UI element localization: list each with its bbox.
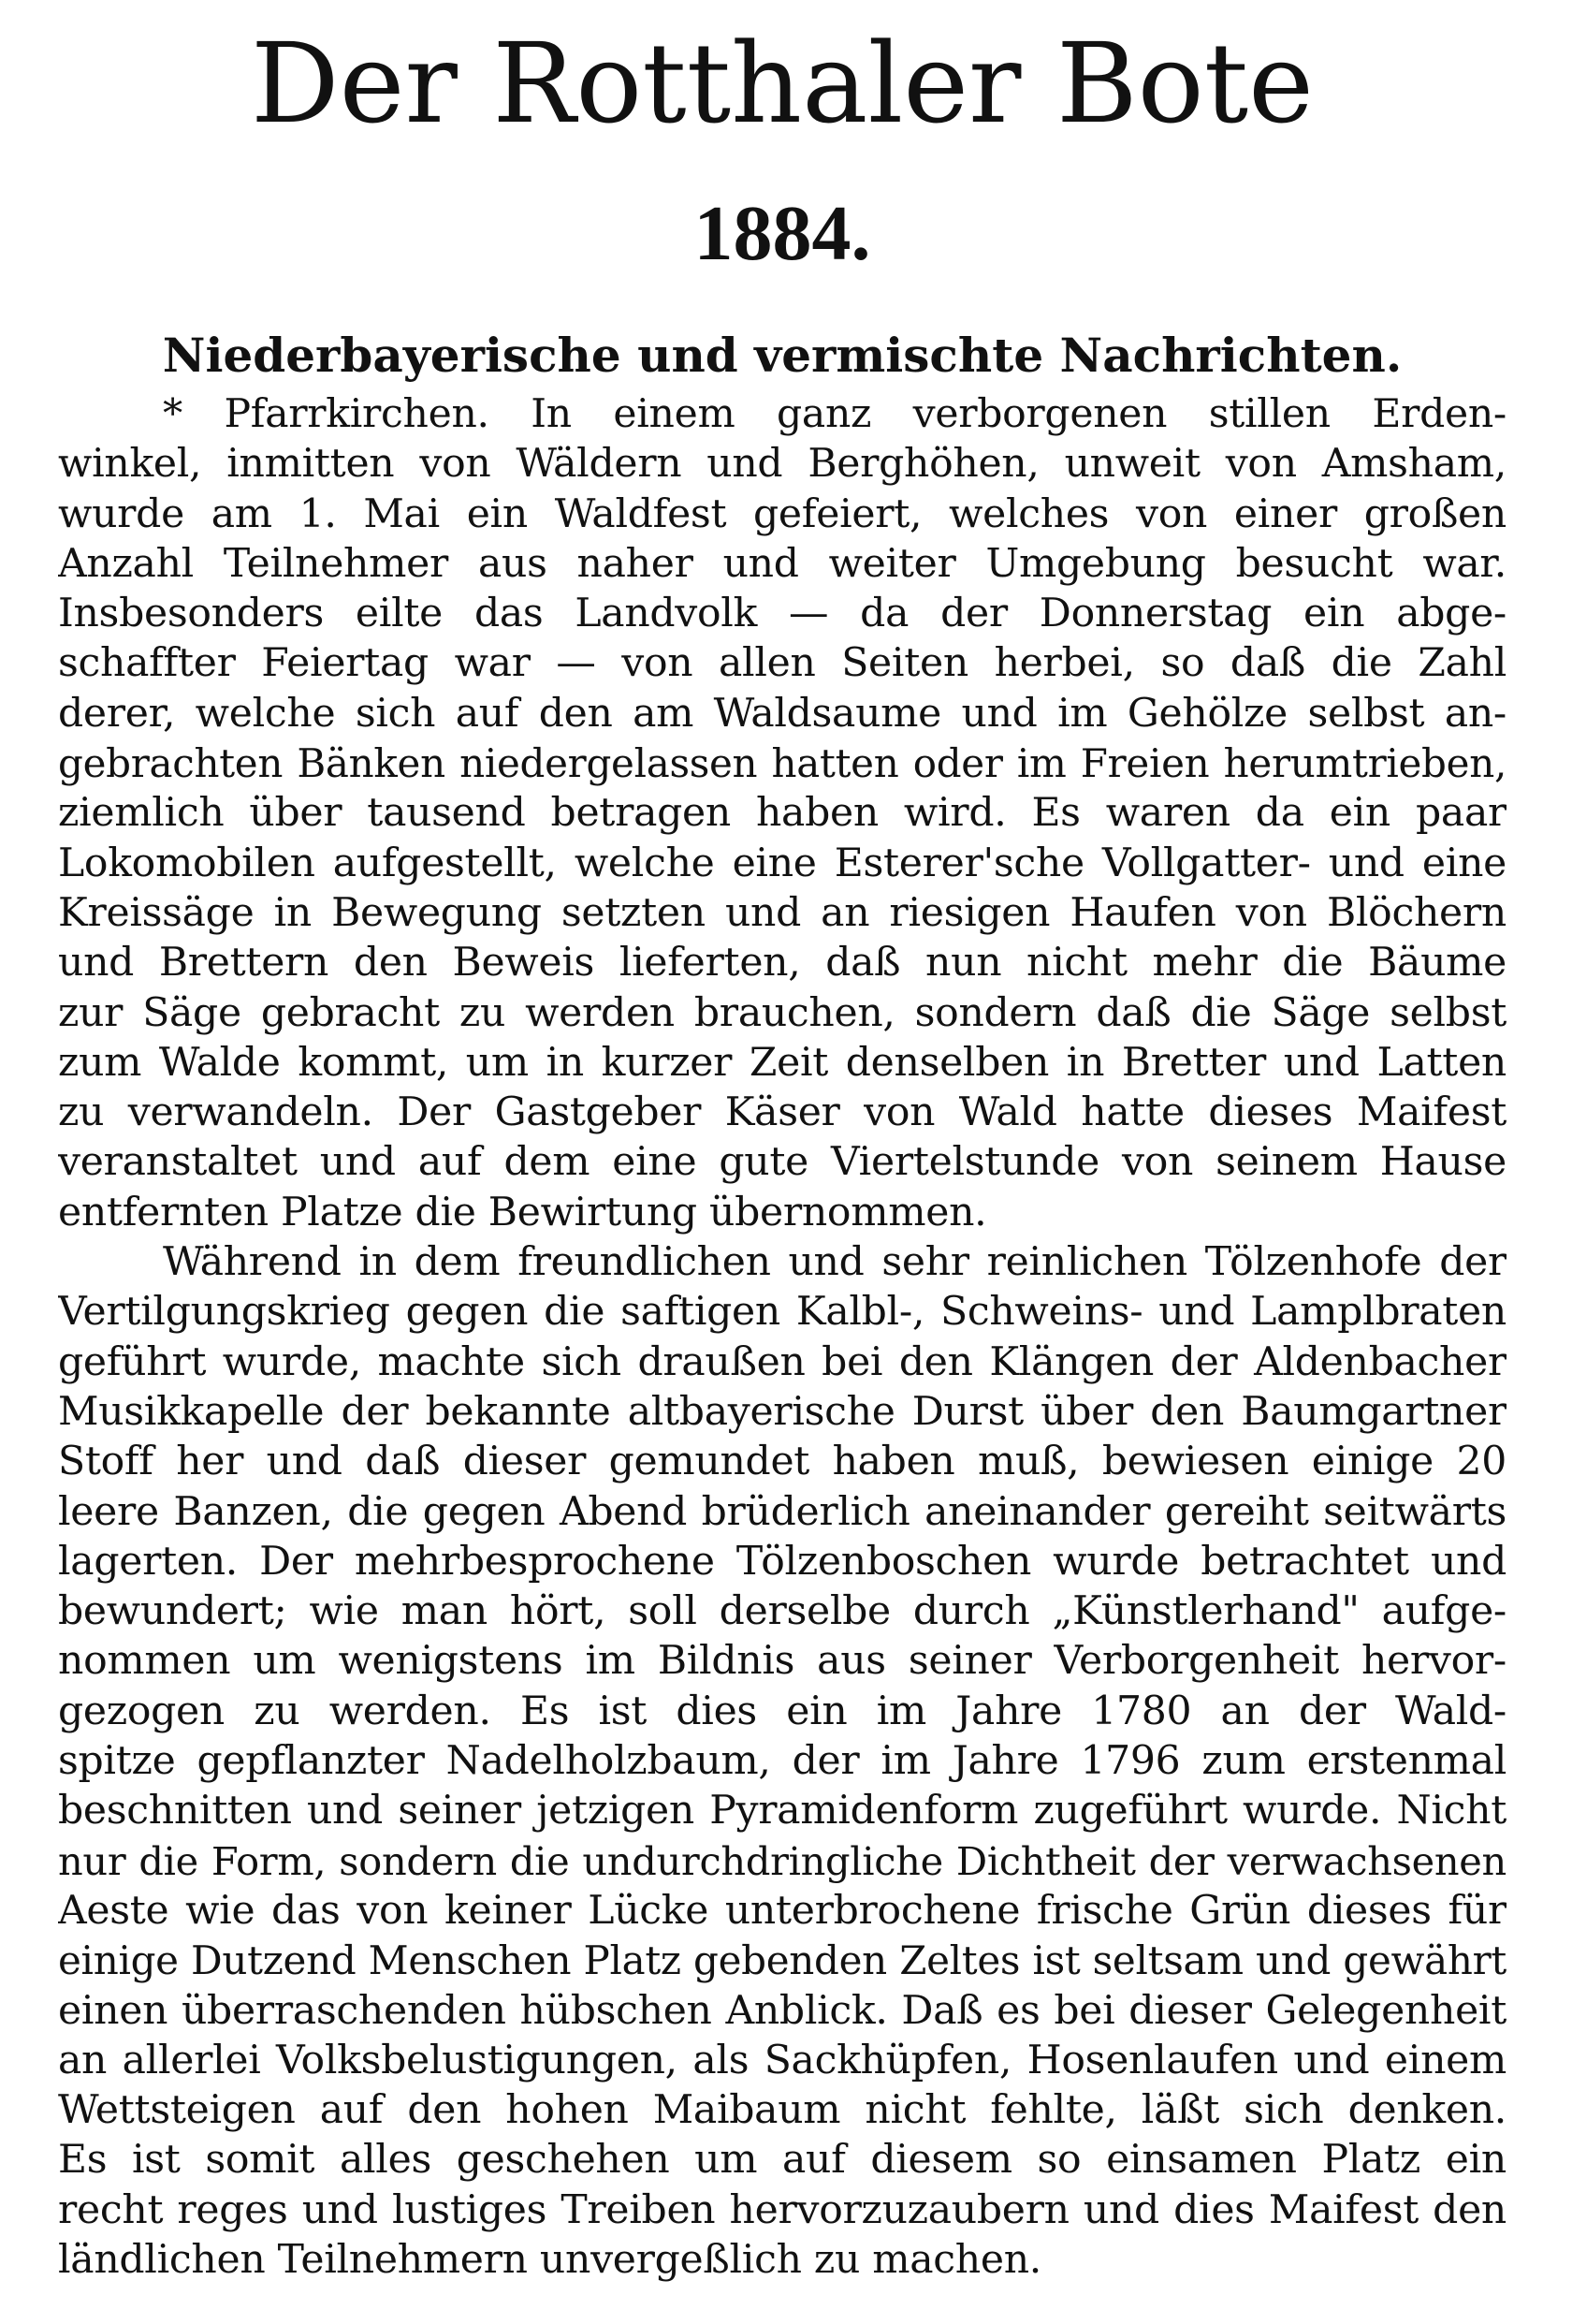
article-line: einen überraschenden hübschen Anblick. Daß es bei dieser Gelegenheit xyxy=(58,1987,1506,2034)
article-line: lagerten. Der mehrbesprochene Tölzenboschen wurde betrachtet und xyxy=(58,1538,1506,1585)
article-line: Stoff her und daß dieser gemundet haben muß, bewiesen einige 20 xyxy=(58,1439,1506,1485)
article-line: Lokomobilen aufgestellt, welche eine Esterer'sche Vollgatter- und eine xyxy=(58,840,1506,886)
article-line: ländlichen Teilnehmern unvergeßlich zu machen. xyxy=(58,2236,1041,2283)
article-line: schaffter Feiertag war — von allen Seiten herbei, so daß die Zahl xyxy=(58,640,1506,687)
article-line: Wettsteigen auf den hohen Maibaum nicht fehlte, läßt sich denken. xyxy=(58,2087,1506,2134)
article-line: Vertilgungskrieg gegen die saftigen Kalbl-, Schweins- und Lamplbraten xyxy=(58,1289,1506,1336)
article-line: ziemlich über tausend betragen haben wird. Es waren da ein paar xyxy=(58,790,1506,837)
article-line: * Pfarrkirchen. In einem ganz verborgenen stillen Erden- xyxy=(163,391,1506,437)
article-body xyxy=(58,389,1506,2285)
article-line: entfernten Platze die Bewirtung übernommen. xyxy=(58,1189,987,1235)
article-line: leere Banzen, die gegen Abend brüderlich aneinander gereiht seitwärts xyxy=(58,1488,1506,1535)
article-line: recht reges und lustiges Treiben hervorzuzaubern und dies Maifest den xyxy=(58,2186,1506,2233)
article-line: zu verwandeln. Der Gastgeber Käser von Wald hatte dieses Maifest xyxy=(58,1089,1506,1136)
article-line: winkel, inmitten von Wäldern und Berghöhen, unweit von Amsham, xyxy=(58,441,1506,488)
article-line: Anzahl Teilnehmer aus naher und weiter Umgebung besucht war. xyxy=(58,540,1506,587)
article-line: und Brettern den Beweis lieferten, daß nun nicht mehr die Bäume xyxy=(58,940,1506,987)
article-line: Während in dem freundlichen und sehr reinlichen Tölzenhofe der xyxy=(163,1239,1506,1286)
article-line: gebrachten Bänken niedergelassen hatten oder im Freien herumtrieben, xyxy=(58,740,1506,787)
article-line: wurde am 1. Mai ein Waldfest gefeiert, welches von einer großen xyxy=(58,490,1506,537)
article-paragraph-2 xyxy=(58,1237,1506,2285)
article-line: Insbesonders eilte das Landvolk — da der Donnerstag ein abge- xyxy=(58,591,1506,637)
article-line: an allerlei Volksbelustigungen, als Sackhüpfen, Hosenlaufen und einem xyxy=(58,2037,1506,2083)
article-line: spitze gepflanzter Nadelholzbaum, der im Jahre 1796 zum erstenmal xyxy=(58,1738,1506,1785)
masthead-title: Der Rotthaler Bote xyxy=(251,19,1314,148)
article-line: veranstaltet und auf dem eine gute Viertelstunde von seinem Hause xyxy=(58,1139,1506,1186)
article-line: derer, welche sich auf den am Waldsaume und im Gehölze selbst an- xyxy=(58,690,1506,737)
article-line: zum Walde kommt, um in kurzer Zeit denselben in Bretter und Latten xyxy=(58,1039,1506,1086)
article-line: beschnitten und seiner jetzigen Pyramidenform zugeführt wurde. Nicht xyxy=(58,1788,1506,1834)
article-line: Es ist somit alles geschehen um auf diesem so einsamen Platz ein xyxy=(58,2137,1506,2184)
article-line: Kreissäge in Bewegung setzten und an riesigen Haufen von Blöchern xyxy=(58,889,1506,936)
article-line: geführt wurde, machte sich draußen bei den Klängen der Aldenbacher xyxy=(58,1338,1506,1385)
article-line: nommen um wenigstens im Bildnis aus seiner Verborgenheit hervor- xyxy=(58,1638,1506,1685)
article-line: zur Säge gebracht zu werden brauchen, sondern daß die Säge selbst xyxy=(58,989,1506,1036)
article-line: Musikkapelle der bekannte altbayerische Durst über den Baumgartner xyxy=(58,1388,1506,1435)
masthead-year: 1884. xyxy=(693,190,871,277)
article-paragraph-1 xyxy=(58,389,1506,1237)
article-line: nur die Form, sondern die undurchdringliche Dichtheit der verwachsenen xyxy=(58,1837,1506,1884)
article-line: Aeste wie das von keiner Lücke unterbrochene frische Grün dieses für xyxy=(58,1887,1506,1934)
article-line: einige Dutzend Menschen Platz gebenden Zeltes ist seltsam und gewährt xyxy=(58,1937,1506,1984)
section-heading: Niederbayerische und vermischte Nachrichten. xyxy=(162,328,1403,383)
article-line: bewundert; wie man hört, soll derselbe durch „Künstlerhand" aufge- xyxy=(58,1588,1506,1635)
article-line: gezogen zu werden. Es ist dies ein im Jahre 1780 an der Wald- xyxy=(58,1688,1506,1734)
